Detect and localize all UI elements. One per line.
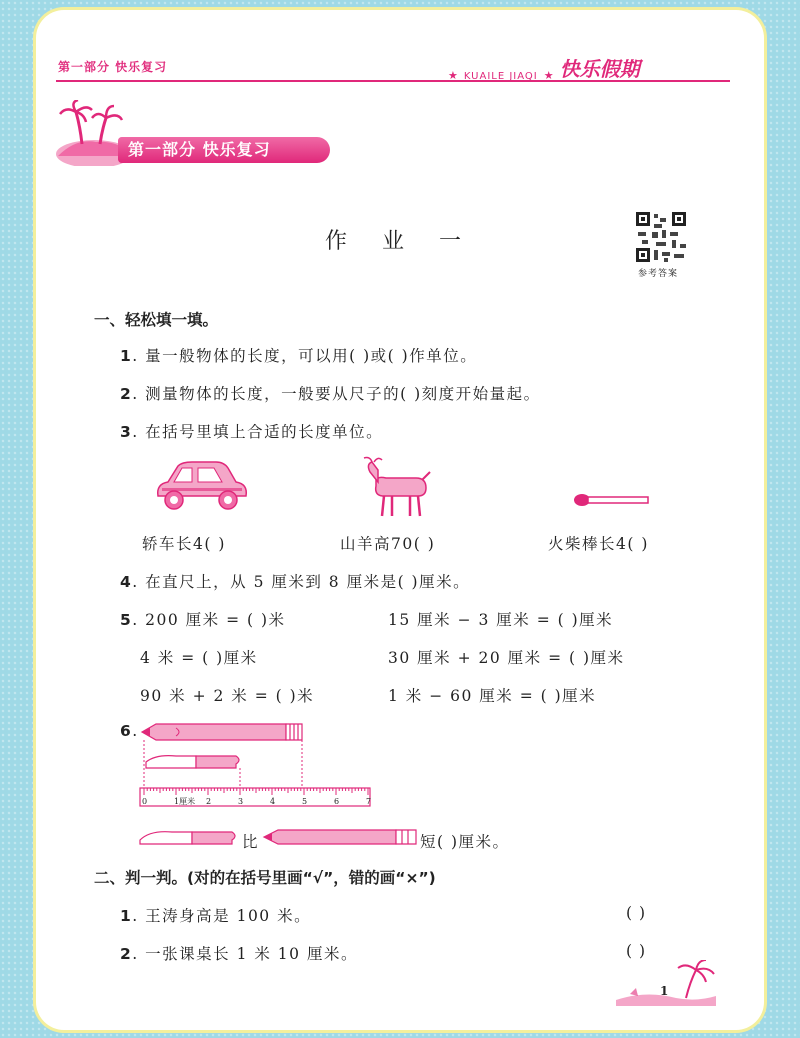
judge-blank-2[interactable]: ( ) [626, 942, 647, 960]
question-text: . 量一般物体的长度，可以用( )或( )作单位。 [132, 347, 478, 365]
goat-icon [360, 456, 432, 518]
q6-compare-mid: 比 [242, 833, 260, 851]
q3-answer-goat: 山羊高70( ) [340, 535, 436, 553]
q5-row1-right: 15 厘米 − 3 厘米 = ( )厘米 [388, 611, 614, 629]
palm-tree-icon [616, 960, 716, 1006]
ruler-diagram [136, 718, 376, 810]
qr-code-icon [634, 210, 688, 264]
ruler-tick-label: 7 [366, 797, 372, 806]
q5-row2-left: 4 米 = ( )厘米 [140, 649, 258, 667]
matchstick-icon [570, 492, 652, 508]
q3-answer-car: 轿车长4( ) [142, 535, 226, 553]
question-3 [120, 420, 383, 442]
qr-label: 参考答案 [638, 269, 679, 279]
question-text: . 王涛身高是 100 米。 [132, 907, 312, 925]
star-icon: ★ [543, 69, 554, 82]
header-section-label: 第一部分 快乐复习 [58, 60, 168, 74]
page-title: 作 业 一 [325, 229, 475, 254]
question-number: 1 [120, 347, 133, 365]
ruler-tick-label: 4 [270, 797, 276, 806]
header-brand-group [448, 52, 640, 82]
question-number: 2 [120, 385, 133, 403]
question-6: 6. [120, 722, 139, 740]
question-number: 6 [120, 722, 133, 740]
pencil-icon [262, 826, 422, 848]
ruler-tick-label: 1厘米 [174, 797, 196, 806]
question-number: 5 [120, 611, 133, 629]
ruler-tick-label: 3 [238, 797, 244, 806]
question-text: . 在直尺上，从 5 厘米到 8 厘米是( )厘米。 [132, 573, 471, 591]
ruler-tick-label: 6 [334, 797, 340, 806]
star-icon: ★ [448, 69, 458, 82]
ruler-tick-label: 0 [142, 797, 148, 806]
car-icon [152, 458, 250, 514]
header-divider [56, 80, 730, 82]
question-text: . 在括号里填上合适的长度单位。 [132, 423, 384, 441]
question-4 [120, 570, 470, 592]
judge-item-2 [120, 942, 358, 964]
question-2 [120, 382, 541, 404]
section2-heading: 二、判一判。(对的在括号里画“√”，错的画“×”) [94, 869, 436, 887]
q3-answer-matchstick: 火柴棒长4( ) [548, 535, 649, 553]
section-banner: 第一部分 快乐复习 [118, 137, 330, 163]
question-text: . 一张课桌长 1 米 10 厘米。 [132, 945, 358, 963]
question-number: 3 [120, 423, 133, 441]
question-number: 2 [120, 945, 133, 963]
q5-row3-right: 1 米 − 60 厘米 = ( )厘米 [388, 687, 597, 705]
judge-item-1 [120, 904, 311, 926]
q5-row1-left: . 200 厘米 = ( )米 [132, 611, 286, 629]
judge-blank-1[interactable]: ( ) [626, 904, 647, 922]
header-pinyin: KUAILE JIAQI [463, 71, 538, 82]
question-5 [120, 608, 286, 630]
q5-row2-right: 30 厘米 + 20 厘米 = ( )厘米 [388, 649, 625, 667]
section1-heading: 一、轻松填一填。 [94, 311, 219, 329]
question-text: . 测量物体的长度，一般要从尺子的( )刻度开始量起。 [132, 385, 541, 403]
question-number: 1 [120, 907, 133, 925]
ruler-tick-label: 2 [206, 797, 212, 806]
q6-compare-end: 短( )厘米。 [420, 833, 510, 851]
ruler-tick-label: 5 [302, 797, 308, 806]
brand-logo: 快乐假期 [559, 57, 640, 81]
question-number: 4 [120, 573, 133, 591]
page-number: 1 [660, 984, 669, 998]
q5-row3-left: 90 米 + 2 米 = ( )米 [140, 687, 315, 705]
knife-icon [138, 826, 242, 848]
question-1 [120, 344, 477, 366]
